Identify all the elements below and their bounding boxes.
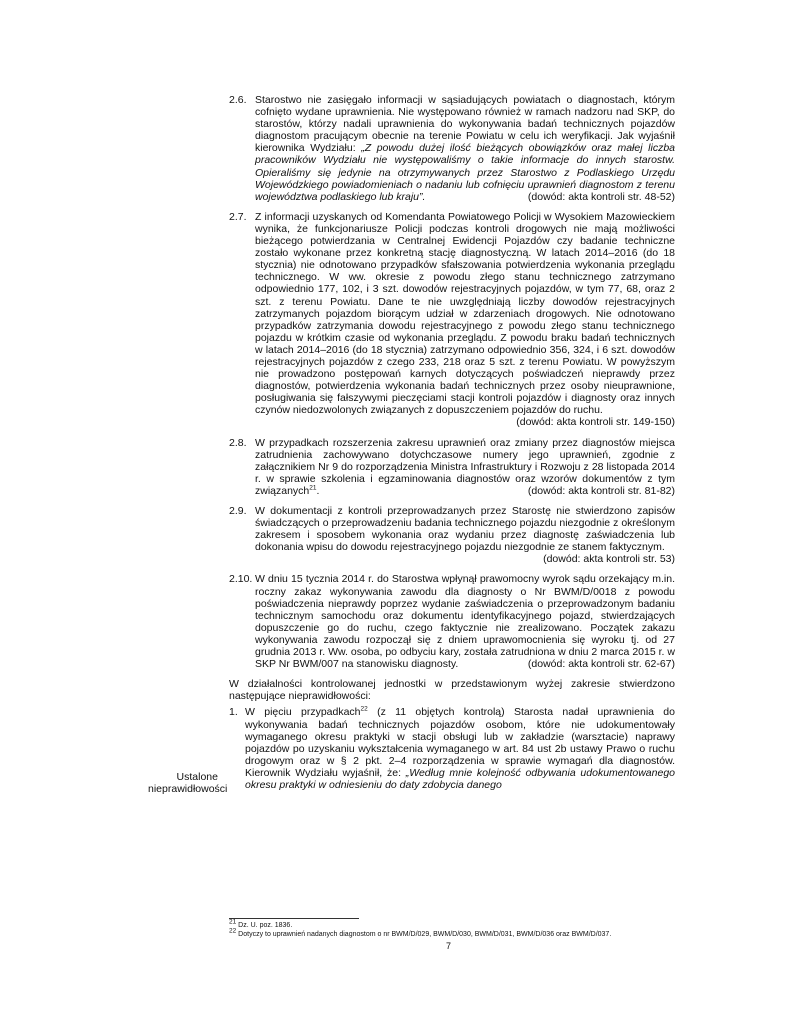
page-number: 7 xyxy=(446,941,452,951)
margin-label: Ustalone nieprawidłowości xyxy=(148,771,228,796)
paragraph-text: Z informacji uzyskanych od Komendanta Powiatowego Policji w Wysokiem Mazowieckiem wynika, że funkcjonariusze Policji podczas kontroli drogowych nie mają możliwości bieżącego potwierdzania w Centralnej Ewidencji Pojazdów czy badanie techniczne zostało wykonane przez konkretną stację diagnostyczną. W latach 2014–2016 (do 18 stycznia) nie odnotowano przypadków sfałszowania potwierdzenia wykonania przeglądu technicznego. W ww. okresie z powodu złego stanu technicznego zatrzymano odpowiednio 177, 102, i 3 szt. dowodów rejestracyjnych pojazdów, w tym 77, 68, oraz 2 szt. z terenu Powiatu. Dane te nie uwzględniają liczby dowodów rejestracyjnych zatrzymanych pojazdom biorącym udział w zdarzeniach drogowych. Nie odnotowano przypadków zatrzymania dowodu rejestracyjnego z powodu złego stanu technicznego pojazdu w krótkim czasie od wykonania przeglądu. Z powodu braku badań technicznych w latach 2014–2016 (do 18 stycznia) zatrzymano odpowiednio 356, 324, i 6 szt. dowodów rejestracyjnych pojazdów z czego 233, 218 oraz 5 szt. z terenu Powiatu. W powyższym nie prowadzono postępowań karnych dotyczących poświadczeń nieprawdy przez diagnostów, potwierdzenia wykonania badań technicznych przez osoby nieuprawnione, posługiwania się fałszywymi pieczęciami stacji kontroli pojazdów i diagnosty oraz innych czynów niedozwolonych związanych z dopuszczeniem pojazdów do ruchu. xyxy=(255,210,675,417)
footnote-ref-22: 22 xyxy=(360,705,368,713)
paragraph-2-7 xyxy=(229,211,675,429)
footnote-text: Dotyczy to uprawnień nadanych diagnostom o nr BWM/D/029, BWM/D/030, BWM/D/031, BWM/D/036 oraz BWM/D/037. xyxy=(236,931,612,938)
paragraph-number: 2.7. xyxy=(229,210,247,223)
footnote-text: Dz. U. poz. 1836. xyxy=(236,922,293,929)
footnote-ref-21: 21 xyxy=(309,484,317,492)
evidence-reference: (dowód: akta kontroli str. 81-82) xyxy=(527,484,675,497)
paragraph-2-8 xyxy=(229,437,675,497)
paragraph-number: 2.9. xyxy=(229,505,247,517)
paragraph-number: 2.6. xyxy=(229,94,247,106)
footnote-number: 22 xyxy=(229,927,237,935)
footnote-21 xyxy=(229,918,293,930)
paragraph-2-10 xyxy=(229,573,675,670)
paragraph-text: Starostwo nie zasięgało informacji w sąsiadujących powiatach o diagnostach, którym cofnięto wydane uprawnienia. Nie występowano również w ramach nadzoru nad SKP, do starostów, którzy nadali uprawnienia do wykonywania badań technicznych pojazdów diagnostom pracującym obecnie na terenie Powiatu w celu ich weryfikacji. Jak wyjaśnił kierownika Wydziału: xyxy=(255,94,675,155)
evidence-reference: (dowód: akta kontroli str. 53) xyxy=(543,553,675,566)
paragraph-text: W dokumentacji z kontroli przeprowadzanych przez Starostę nie stwierdzono zapisów świadczących o przeprowadzeniu badania technicznego pojazdu niezgodnie z określonym zakresem i sposobem wykonania oraz wydaniu przez diagnostę zaświadczenia lub dokonania wpisu do dowodu rejestracyjnego pojazdu niezgodnie ze stanem faktycznym. xyxy=(255,505,675,554)
irregularity-item-1 xyxy=(229,706,675,791)
footnote-22 xyxy=(229,927,612,939)
footnote-divider xyxy=(229,918,359,919)
quote-text: „Z powodu dużej ilość bieżących obowiązków oraz małej liczba pracowników Wydziału nie występowaliśmy o takie informacje do innych starostw. Opieraliśmy się jedynie na otrzymywanych przez Starostwo z Podlaskiego Urzędu Wojewódzkiego powiadomieniach o nadaniu lub cofnięciu uprawnień diagnostom z terenu województwa podlaskiego lub kraju”. xyxy=(255,142,676,203)
evidence-reference: (dowód: akta kontroli str. 149-150) xyxy=(516,416,675,429)
main-text xyxy=(229,94,675,791)
paragraph-text: W przypadkach rozszerzenia zakresu uprawnień oraz zmiany przez diagnostów miejsca zatrudnienia zachowywano dotychczasowe numery jego uprawnień, zgodnie z załącznikiem Nr 9 do rozporządzenia Ministra Infrastruktury i Rozwoju z 28 listopada 2014 r. w sprawie szkolenia i egzaminowania diagnostów oraz wzorów dokumentów z tym związanych xyxy=(255,436,675,497)
paragraph-2-6 xyxy=(229,94,675,203)
list-number: 1. xyxy=(229,706,238,719)
paragraph-tail: . xyxy=(316,484,320,497)
evidence-reference: (dowód: akta kontroli str. 48-52) xyxy=(527,190,675,203)
paragraph-number: 2.10. xyxy=(229,573,253,586)
paragraph-text: W dniu 15 tycznia 2014 r. do Starostwa wpłynął prawomocny wyrok sądu orzekający m.in. roczny zakaz wykonywania zawodu dla diagnosty o Nr BWM/D/0018 z powodu poświadczenia nieprawdy poprzez wydanie zaświadczenia o przeprowadzonym badaniu technicznym samochodu oraz dokumentu identyfikacyjnego pojazd, stwierdzających dopuszczenie go do ruchu, czego faktycznie nie zrealizowano. Początek zakazu wykonywania zawodu rozpoczął się z dniem uprawomocnienia się wyroku tj. od 27 grudnia 2013 r. Ww. osoba, po odbyciu kary, została zatrudniona w dniu 2 marca 2015 r. w SKP Nr BWM/007 na stanowisku diagnosty. xyxy=(255,573,675,671)
evidence-reference: (dowód: akta kontroli str. 62-67) xyxy=(527,658,675,671)
paragraph-number: 2.8. xyxy=(229,436,247,449)
paragraph-2-9 xyxy=(229,505,675,565)
item-text-continued: (z 11 objętych kontrolą) Starosta nadał uprawnienia do wykonywania badań technicznych pojazdów osobom, które nie udokumentowały wymaganego okresu praktyki w stacji obsługi lub w zakładzie (warsztacie) naprawy pojazdów po uzyskaniu wykształcenia wymaganego w art. 84 ust 2b ustawy Prawo o ruchu drogowym oraz w § 2 pkt. 2–4 rozporządzenia w sprawie wymagań dla diagnostów. Kierownik Wydziału wyjaśnił, że: xyxy=(245,706,675,779)
footnote-number: 21 xyxy=(229,918,237,926)
item-text: W pięciu przypadkach xyxy=(245,706,361,719)
irregularities-intro: W działalności kontrolowanej jednostki w przedstawionym wyżej zakresie stwierdzono następujące nieprawidłowości: xyxy=(229,678,675,703)
quote-text: „Według mnie kolejność odbywania udokumentowanego okresu praktyki w odniesieniu do daty zdobycia danego xyxy=(245,766,676,791)
